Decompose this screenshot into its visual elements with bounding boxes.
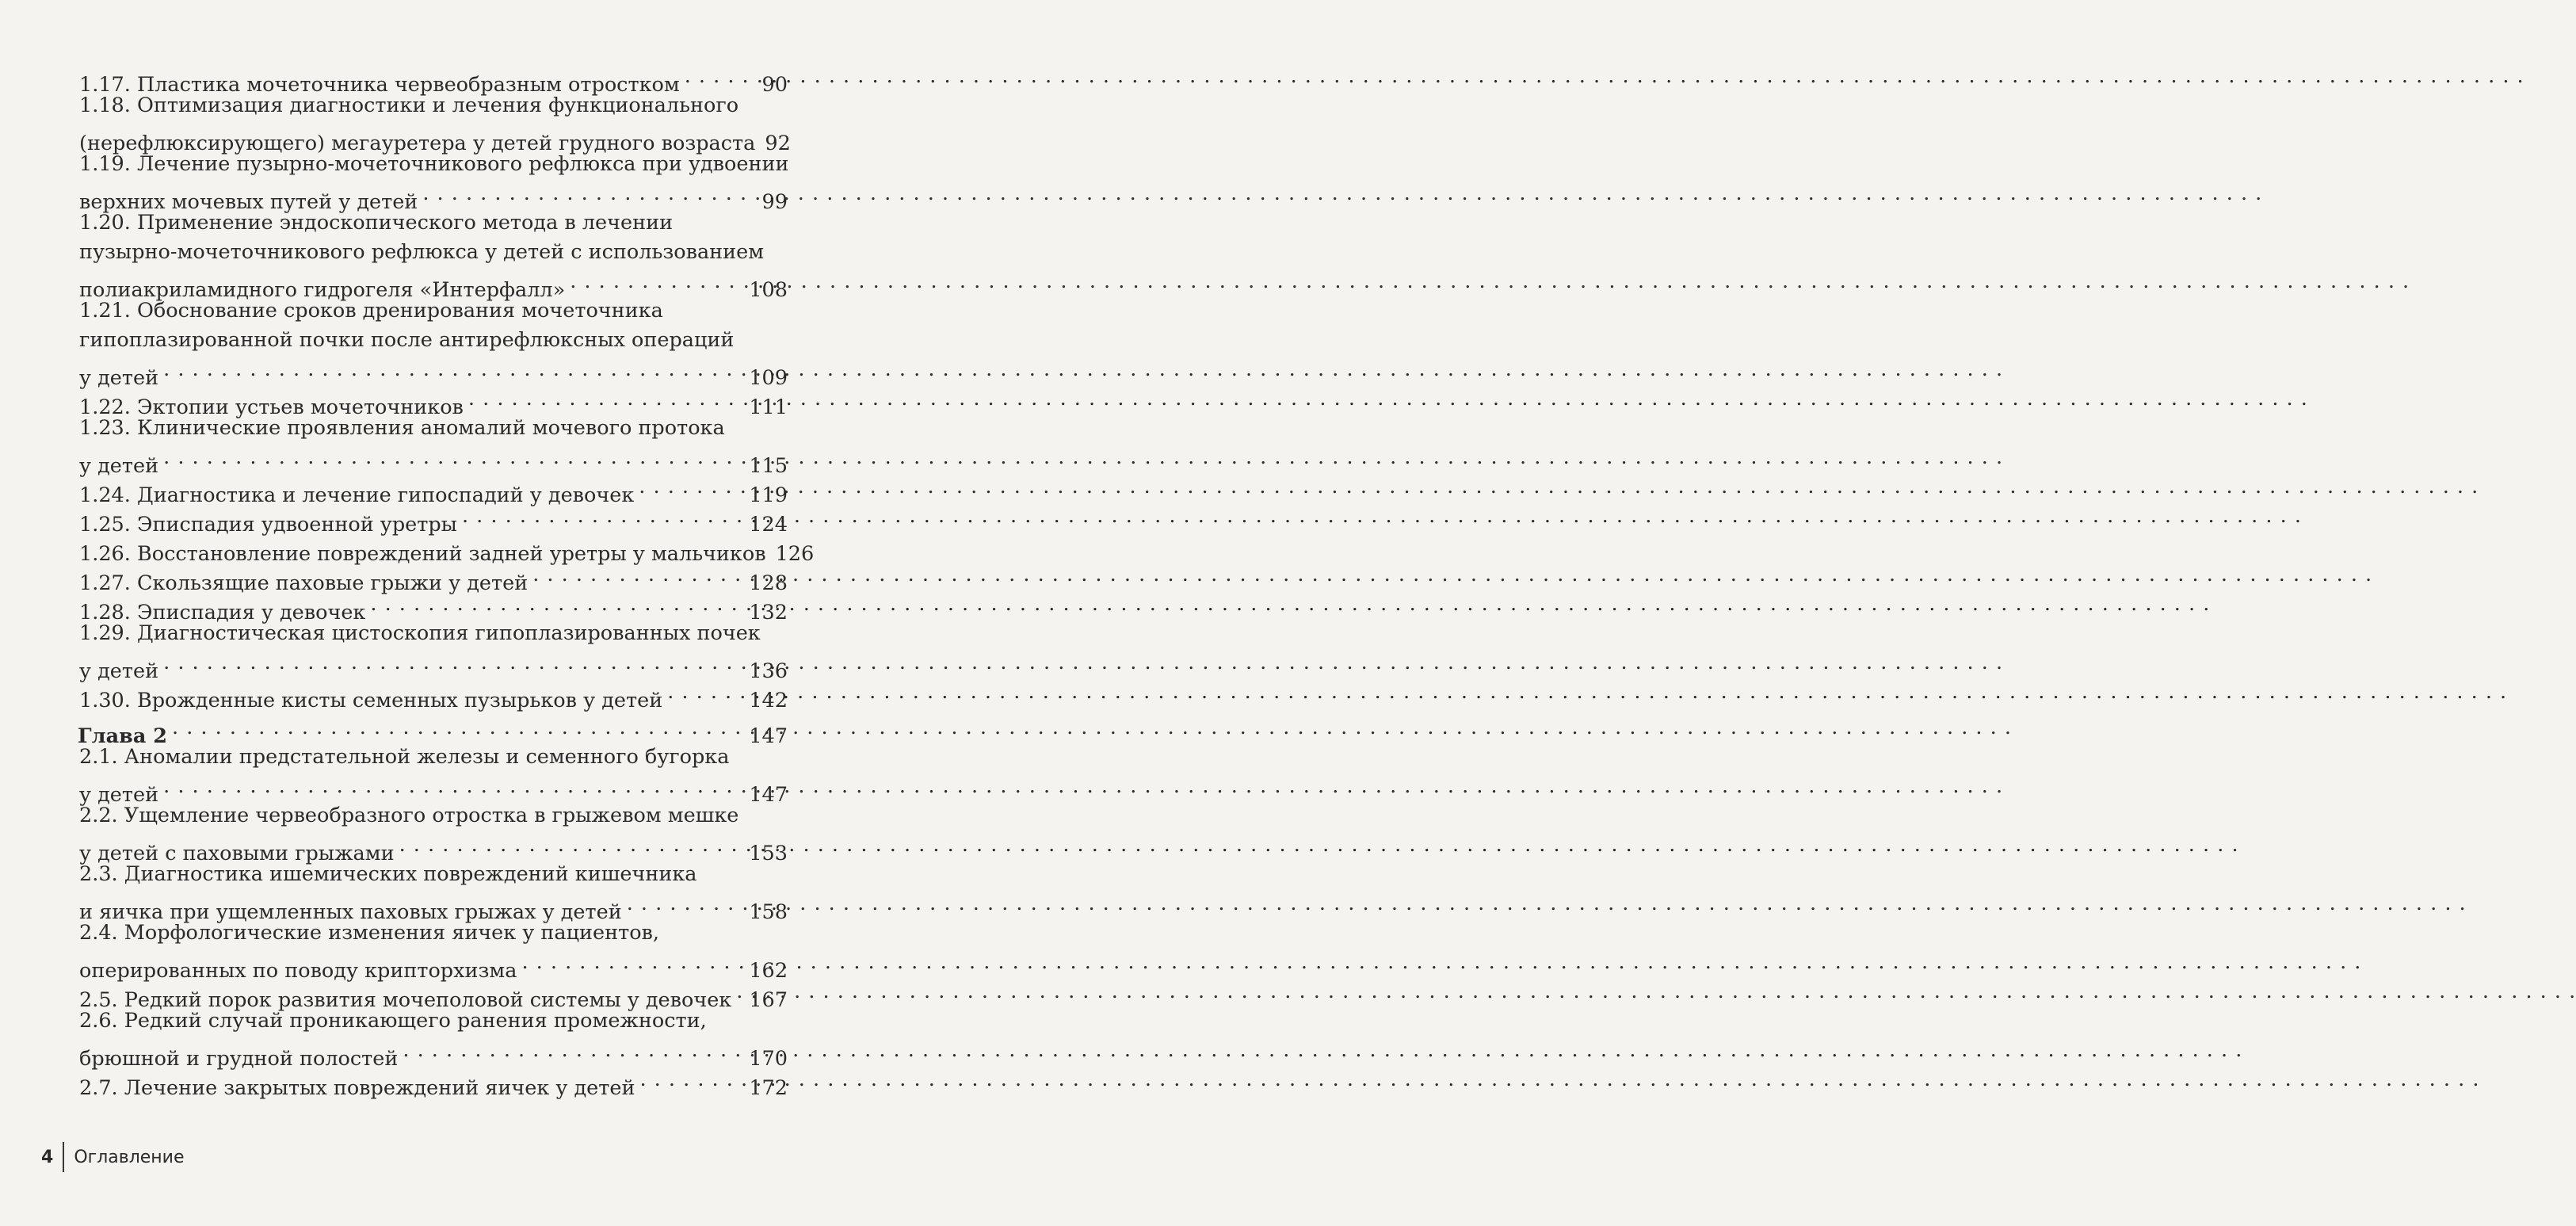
toc-entry-title: оперированных по поводу крипторхизма [79, 959, 517, 983]
toc-page-number: 142 [749, 689, 788, 712]
toc-line [78, 472, 788, 507]
toc-page-number: 119 [749, 483, 788, 507]
toc-line [78, 355, 788, 390]
toc-entry-title: 1.21. Обоснование сроков дренирования мочеточника [79, 299, 663, 323]
toc-line [78, 238, 788, 267]
toc-entry-title: верхних мочевых путей у детей [79, 190, 418, 214]
toc-entry-title: у детей с паховыми грыжами [79, 842, 395, 865]
toc-entry-title: 1.28. Эписпадия у девочек [79, 601, 366, 624]
toc-line [78, 296, 788, 326]
toc-entry-title: 1.25. Эписпадия удвоенной уретры [79, 513, 457, 537]
toc-entry [78, 919, 788, 983]
toc-entry-title: 1.26. Восстановление повреждений задней уретры у мальчиков [79, 542, 766, 566]
dot-leader [422, 179, 757, 208]
toc-entry-title: 2.1. Аномалии предстательной железы и семенного бугорка [79, 745, 730, 769]
toc-entry [78, 296, 788, 390]
toc-page-number: 170 [749, 1047, 788, 1071]
toc-page-number: 136 [749, 659, 788, 683]
toc-line [78, 208, 788, 238]
toc-entry-title: брюшной и грудной полостей [79, 1047, 399, 1071]
dot-leader [736, 977, 744, 1006]
toc-line [78, 179, 788, 214]
toc-entry-title: 1.24. Диагностика и лечение гипоспадий у девочек [79, 483, 635, 507]
toc-line [78, 326, 788, 355]
page-number: 4 [41, 1147, 54, 1167]
toc-entry-title: 1.29. Диагностическая цистоскопия гипоплазированных почек [79, 621, 761, 645]
footer-divider [63, 1142, 64, 1172]
toc-entry-title: 2.4. Морфологические изменения яичек у пациентов, [79, 921, 660, 945]
dot-leader [399, 831, 745, 860]
toc-entry-title: 2.7. Лечение закрытых повреждений яичек у детей [79, 1076, 635, 1100]
toc-page-number: 108 [749, 278, 788, 302]
toc-page-number: 153 [749, 842, 788, 865]
toc-page-number: 128 [749, 571, 788, 595]
toc-entry [78, 208, 788, 302]
dot-leader [163, 355, 744, 384]
toc-entry-title: (нерефлюксирующего) мегауретера у детей грудного возраста [79, 132, 756, 155]
toc-line [78, 267, 788, 302]
toc-line [78, 150, 788, 179]
dot-leader [532, 560, 744, 590]
table-of-contents [78, 62, 815, 1100]
toc-line [78, 443, 788, 478]
toc-entry [78, 91, 791, 155]
toc-page-number: 172 [749, 1076, 788, 1100]
toc-entry-title: 1.23. Клинические проявления аномалий мочевого протока [79, 416, 725, 440]
toc-line [78, 919, 788, 948]
toc-line [78, 860, 788, 889]
toc-page-number: 126 [775, 542, 815, 566]
toc-page-number: 92 [765, 132, 791, 155]
toc-page-number: 115 [749, 454, 788, 478]
dot-leader [403, 1036, 744, 1065]
toc-entry [78, 472, 788, 507]
toc-page-number: 162 [749, 959, 788, 983]
toc-page-number: 99 [761, 190, 788, 214]
toc-entry [78, 801, 788, 865]
dot-leader [521, 948, 744, 977]
dot-leader [163, 648, 744, 678]
toc-entry-title: 1.30. Врожденные кисты семенных пузырьков у детей [79, 689, 663, 712]
toc-entry-title: 1.27. Скользящие паховые грыжи у детей [79, 571, 529, 595]
toc-entry-title: у детей [79, 783, 159, 807]
toc-page-number: 158 [749, 900, 788, 924]
toc-entry [78, 62, 788, 97]
toc-entry-title: у детей [79, 659, 159, 683]
toc-line [78, 678, 788, 712]
toc-entry-title: и яичка при ущемленных паховых грыжах у детей [79, 900, 622, 924]
toc-entry-title: 1.22. Эктопии устьев мочеточников [79, 395, 464, 419]
toc-entry-title: Глава 2 [78, 724, 167, 748]
dot-leader [627, 889, 745, 919]
toc-page-number: 90 [761, 73, 788, 97]
toc-page-number: 109 [749, 366, 788, 390]
toc-page-number: 111 [749, 395, 788, 419]
toc-page-number: 167 [749, 988, 788, 1012]
toc-entry-title: 1.20. Применение эндоскопического метода в лечении [79, 211, 674, 235]
section-label: Оглавление [74, 1147, 185, 1167]
toc-page-number: 124 [749, 513, 788, 537]
dot-leader [570, 267, 744, 296]
toc-entry-title: у детей [79, 454, 159, 478]
toc-entry [78, 1006, 788, 1071]
toc-entry-title: 2.3. Диагностика ишемических повреждений кишечника [79, 862, 697, 886]
toc-entry [78, 743, 788, 807]
toc-entry-title: 1.17. Пластика мочеточника червеобразным отростком [79, 73, 680, 97]
toc-entry-title: у детей [79, 366, 159, 390]
toc-line [78, 889, 788, 924]
toc-page-number: 147 [749, 724, 788, 748]
toc-entry-title: 1.19. Лечение пузырно-мочеточникового рефлюкса при удвоении [79, 152, 789, 176]
dot-leader [172, 713, 744, 743]
toc-entry [78, 414, 788, 478]
dot-leader [462, 502, 744, 531]
toc-line [78, 384, 788, 419]
toc-line [78, 743, 788, 772]
toc-line [78, 831, 788, 865]
toc-line [78, 62, 788, 97]
toc-line [78, 414, 788, 443]
toc-entry-title: гипоплазированной почки после антирефлюксных операций [79, 328, 735, 352]
toc-entry-title: 2.2. Ущемление червеобразного отростка в грыжевом мешке [79, 804, 739, 827]
dot-leader [639, 472, 744, 502]
dot-leader [370, 590, 744, 619]
toc-entry [78, 860, 788, 924]
dot-leader [163, 772, 744, 801]
toc-entry [78, 384, 788, 419]
toc-line [78, 120, 791, 155]
toc-line [78, 948, 788, 983]
toc-line [78, 648, 788, 683]
dot-leader [667, 678, 744, 707]
dot-leader [685, 62, 758, 91]
document-page [0, 0, 815, 1226]
dot-leader [468, 384, 744, 414]
toc-entry [78, 619, 788, 683]
toc-chapter-entry [78, 713, 788, 748]
toc-page-number: 132 [749, 601, 788, 624]
toc-entry-title: полиакриламидного гидрогеля «Интерфалл» [79, 278, 566, 302]
dot-leader [163, 443, 744, 472]
toc-line [78, 1006, 788, 1036]
toc-entry-title: 1.18. Оптимизация диагностики и лечения функционального [79, 94, 739, 117]
toc-line [78, 619, 788, 648]
toc-page-number: 147 [749, 783, 788, 807]
toc-line [78, 713, 788, 748]
page-footer [41, 1141, 185, 1173]
toc-line [78, 801, 788, 831]
toc-entry-title: 2.5. Редкий порок развития мочеполовой системы у девочек [79, 988, 732, 1012]
toc-entry [78, 150, 789, 214]
dot-leader [639, 1065, 744, 1094]
toc-entry-title: 2.6. Редкий случай проникающего ранения промежности, [79, 1009, 707, 1033]
toc-line [78, 1036, 788, 1071]
toc-entry [78, 678, 788, 712]
toc-line [78, 91, 788, 120]
toc-line [78, 772, 788, 807]
toc-entry-title: пузырно-мочеточникового рефлюкса у детей с использованием [79, 240, 765, 264]
